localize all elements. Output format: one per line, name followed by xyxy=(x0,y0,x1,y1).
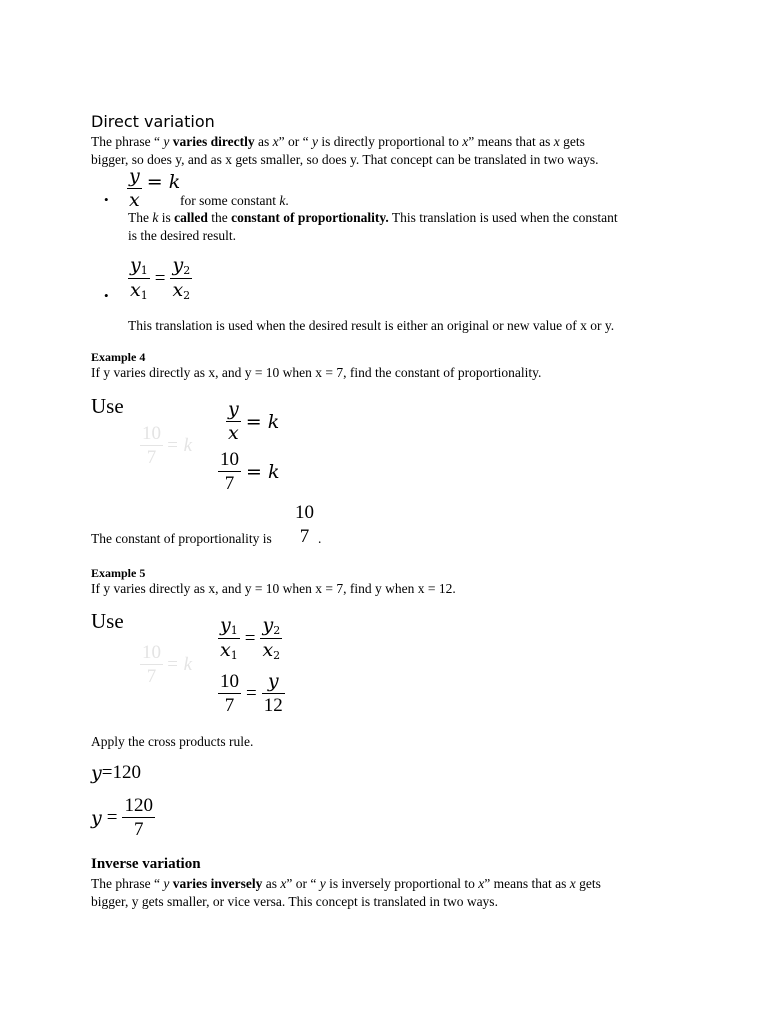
fraction-denominator: 7 xyxy=(299,526,310,547)
example4-eq1 xyxy=(226,400,279,443)
bullet1-note-line2: is the desired result. xyxy=(128,228,236,243)
var-x: x xyxy=(462,134,469,149)
text-fragment: . xyxy=(285,193,289,208)
equals-sign: = xyxy=(106,806,118,828)
result-equation-2 xyxy=(91,796,155,839)
subscript: 2 xyxy=(273,624,281,637)
denominator-var: x xyxy=(220,639,231,661)
example4-answer-text: The constant of proportionality is xyxy=(91,531,272,546)
ghost-num: 10 xyxy=(142,423,161,444)
text-fragment: The xyxy=(128,210,149,225)
var-k: k xyxy=(152,210,159,225)
ghost-den: 7 xyxy=(146,666,157,687)
subscript: 1 xyxy=(140,264,148,277)
var-x: x xyxy=(569,876,576,891)
fraction-numerator: 10 xyxy=(295,502,314,523)
equals-sign: = xyxy=(246,682,257,704)
term-varies-inversely: varies inversely xyxy=(172,876,263,891)
fraction-numerator: y xyxy=(228,398,239,420)
var-k: k xyxy=(279,193,286,208)
equation-rhs: = k xyxy=(146,170,181,193)
bullet-icon: • xyxy=(104,192,109,207)
subscript: 2 xyxy=(273,649,281,662)
fraction-denominator: 7 xyxy=(224,473,235,494)
result-lhs: y xyxy=(91,806,102,829)
example5-eq1 xyxy=(218,616,282,661)
fraction-numerator: 10 xyxy=(220,671,239,692)
fraction-denominator: 7 xyxy=(133,819,144,840)
var-x: x xyxy=(280,876,287,891)
subscript: 2 xyxy=(183,264,191,277)
numerator-var: y xyxy=(220,614,231,636)
text-fragment: The phrase “ xyxy=(91,134,160,149)
cross-products-text: Apply the cross products rule. xyxy=(91,734,254,749)
subscript: 2 xyxy=(183,289,191,302)
term-called: called xyxy=(174,210,208,225)
result-rhs: =120 xyxy=(101,762,141,783)
equation-y1-over-x1-equals-y2-over-x2 xyxy=(128,256,192,301)
var-x: x xyxy=(553,134,560,149)
fraction-numerator: y xyxy=(267,670,279,692)
equals-sign: = xyxy=(244,627,256,649)
section-heading-inverse-variation: Inverse variation xyxy=(91,856,201,872)
example4-eq2 xyxy=(218,450,279,493)
text-fragment: is directly proportional to xyxy=(321,134,459,149)
use-label: Use xyxy=(91,609,124,633)
text-fragment: is xyxy=(161,210,171,225)
text-fragment: as xyxy=(265,876,277,891)
text-fragment: as xyxy=(257,134,270,149)
text-fragment: gets xyxy=(563,134,585,149)
ghost-den: 7 xyxy=(146,447,157,468)
equals-sign: = xyxy=(154,267,166,289)
ghost-rhs: = k xyxy=(166,434,193,456)
text-fragment: ” or “ xyxy=(286,876,317,891)
bullet2-note: This translation is used when the desired result is either an original or new value of x or y. xyxy=(128,318,615,333)
var-y: y xyxy=(163,876,170,891)
text-fragment: The phrase “ xyxy=(91,876,160,891)
inverse-line-1 xyxy=(91,875,601,893)
bullet1-text xyxy=(180,192,289,210)
fraction-denominator: x xyxy=(228,422,239,444)
text-fragment: ” means that as xyxy=(468,134,551,149)
bullet-icon: • xyxy=(104,288,109,303)
fraction-denominator: 12 xyxy=(263,695,283,716)
ghost-equation xyxy=(140,643,192,686)
ghost-num: 10 xyxy=(142,642,161,663)
use-label: Use xyxy=(91,394,124,418)
text-fragment: This translation is used when the constant xyxy=(391,210,618,225)
subscript: 1 xyxy=(140,289,148,302)
example4-answer-fraction xyxy=(293,503,316,546)
var-x: x xyxy=(272,134,279,149)
example5-eq2 xyxy=(218,672,285,715)
var-y: y xyxy=(319,876,326,891)
ghost-rhs: = k xyxy=(166,653,193,675)
inverse-line-2: bigger, y gets smaller, or vice versa. This concept is translated in two ways. xyxy=(91,894,498,909)
denominator-var: x xyxy=(172,279,184,301)
text-fragment: gets xyxy=(579,876,601,891)
denominator-var: x xyxy=(262,639,274,661)
example-title-text: Example 5 xyxy=(91,566,146,580)
var-y: y xyxy=(311,134,318,149)
text-fragment: for some constant xyxy=(180,193,276,208)
numerator-var: y xyxy=(130,254,141,276)
fraction-numerator: 120 xyxy=(124,795,153,816)
result-lhs: y xyxy=(91,762,102,784)
fraction-denominator: 7 xyxy=(224,695,235,716)
equation-y-over-x-equals-k xyxy=(127,167,180,210)
denominator-var: x xyxy=(130,279,141,301)
subscript: 1 xyxy=(230,624,238,637)
fraction-numerator: 10 xyxy=(220,449,239,470)
var-y: y xyxy=(163,134,170,149)
var-x: x xyxy=(478,876,485,891)
term-varies-directly: varies directly xyxy=(172,134,255,149)
example-4-problem: If y varies directly as x, and y = 10 when x = 7, find the constant of proportionality. xyxy=(91,365,542,380)
fraction-denominator: x xyxy=(129,189,140,211)
text-fragment: is inversely proportional to xyxy=(329,876,475,891)
text-fragment: the xyxy=(211,210,228,225)
equation-rhs: = k xyxy=(246,460,280,483)
intro-line-1 xyxy=(91,133,585,151)
bullet1-note-line1 xyxy=(128,209,618,227)
equation-rhs: = k xyxy=(245,410,280,433)
example-5-problem: If y varies directly as x, and y = 10 when x = 7, find y when x = 12. xyxy=(91,581,456,596)
numerator-var: y xyxy=(172,254,184,276)
fraction-numerator: y xyxy=(129,165,140,187)
subscript: 1 xyxy=(230,649,238,662)
term-constant-of-proportionality: constant of proportionality. xyxy=(231,210,389,225)
text-fragment: ” or “ xyxy=(278,134,309,149)
result-equation-1 xyxy=(91,762,141,784)
text-fragment: ” means that as xyxy=(484,876,567,891)
intro-line-2: bigger, so does y, and as x gets smaller, so does y. That concept can be translated in two ways. xyxy=(91,152,599,167)
example-title-text: Example 4 xyxy=(91,350,146,364)
answer-period: . xyxy=(318,531,322,546)
ghost-equation xyxy=(140,424,192,467)
section-heading-direct-variation: Direct variation xyxy=(91,112,215,131)
numerator-var: y xyxy=(262,614,274,636)
